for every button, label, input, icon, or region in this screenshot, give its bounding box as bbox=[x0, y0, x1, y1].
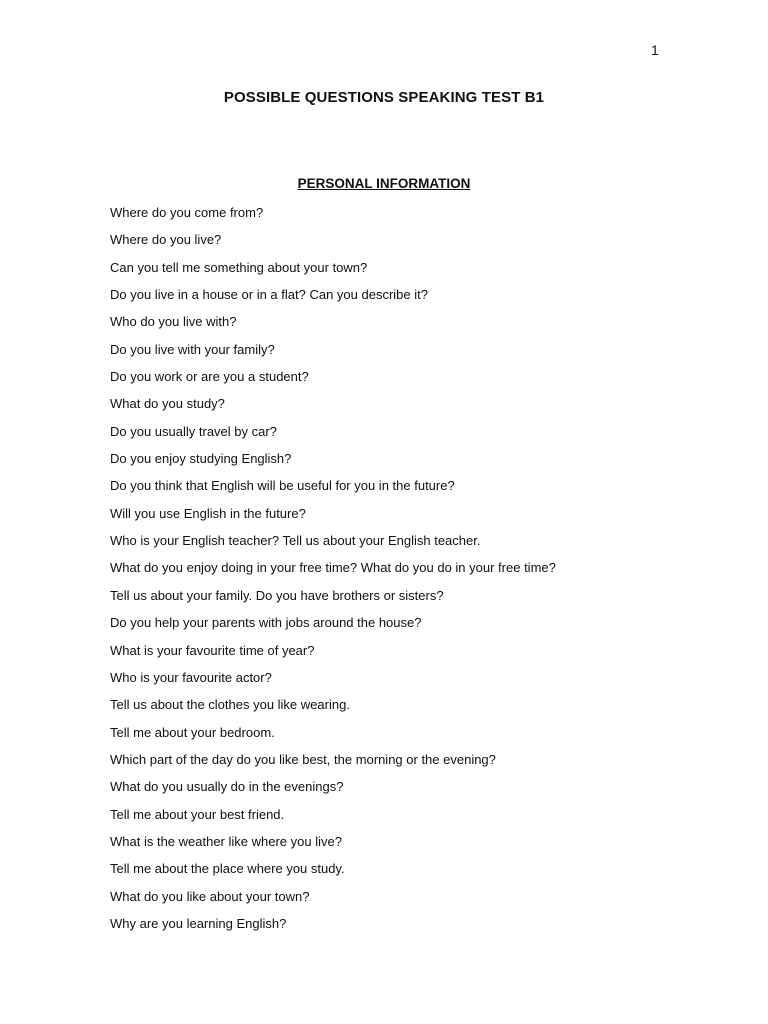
question-item: Who is your English teacher? Tell us about your English teacher. bbox=[110, 533, 481, 549]
question-item: Where do you come from? bbox=[110, 205, 264, 220]
page-number: 1 bbox=[651, 42, 659, 58]
question-item: Tell me about your best friend. bbox=[110, 806, 285, 822]
question-item: Do you live with your family? bbox=[110, 341, 275, 357]
question-item: Do you enjoy studying English? bbox=[110, 451, 292, 467]
question-item: Do you work or are you a student? bbox=[110, 369, 309, 385]
question-list bbox=[110, 203, 556, 941]
question-item: Will you use English in the future? bbox=[110, 505, 306, 521]
question-item: Who do you live with? bbox=[110, 314, 237, 330]
question-item: Can you tell me something about your town? bbox=[110, 259, 368, 275]
question-item: Do you live in a house or in a flat? Can you describe it? bbox=[110, 287, 428, 303]
question-item: What do you usually do in the evenings? bbox=[110, 779, 344, 795]
question-item: Do you help your parents with jobs around the house? bbox=[110, 615, 422, 631]
question-item: Tell us about your family. Do you have brothers or sisters? bbox=[110, 587, 444, 603]
question-item: What do you like about your town? bbox=[110, 888, 310, 904]
question-item: Where do you live? bbox=[110, 232, 222, 248]
question-item: Why are you learning English? bbox=[110, 915, 287, 931]
document-title: POSSIBLE QUESTIONS SPEAKING TEST B1 bbox=[223, 89, 545, 106]
question-item: Who is your favourite actor? bbox=[110, 669, 272, 685]
question-item: Do you usually travel by car? bbox=[110, 423, 277, 439]
question-item: What do you enjoy doing in your free time? What do you do in your free time? bbox=[110, 560, 556, 576]
question-item: Tell us about the clothes you like wearing. bbox=[110, 697, 350, 713]
question-item: What is your favourite time of year? bbox=[110, 642, 315, 658]
question-item: Which part of the day do you like best, the morning or the evening? bbox=[110, 751, 496, 767]
question-item: Tell me about the place where you study. bbox=[110, 861, 345, 877]
question-item: Tell me about your bedroom. bbox=[110, 724, 275, 740]
question-item: Do you think that English will be useful for you in the future? bbox=[110, 478, 455, 494]
section-heading: PERSONAL INFORMATION bbox=[297, 176, 471, 191]
question-item: What do you study? bbox=[110, 396, 225, 412]
question-item: What is the weather like where you live? bbox=[110, 833, 342, 849]
